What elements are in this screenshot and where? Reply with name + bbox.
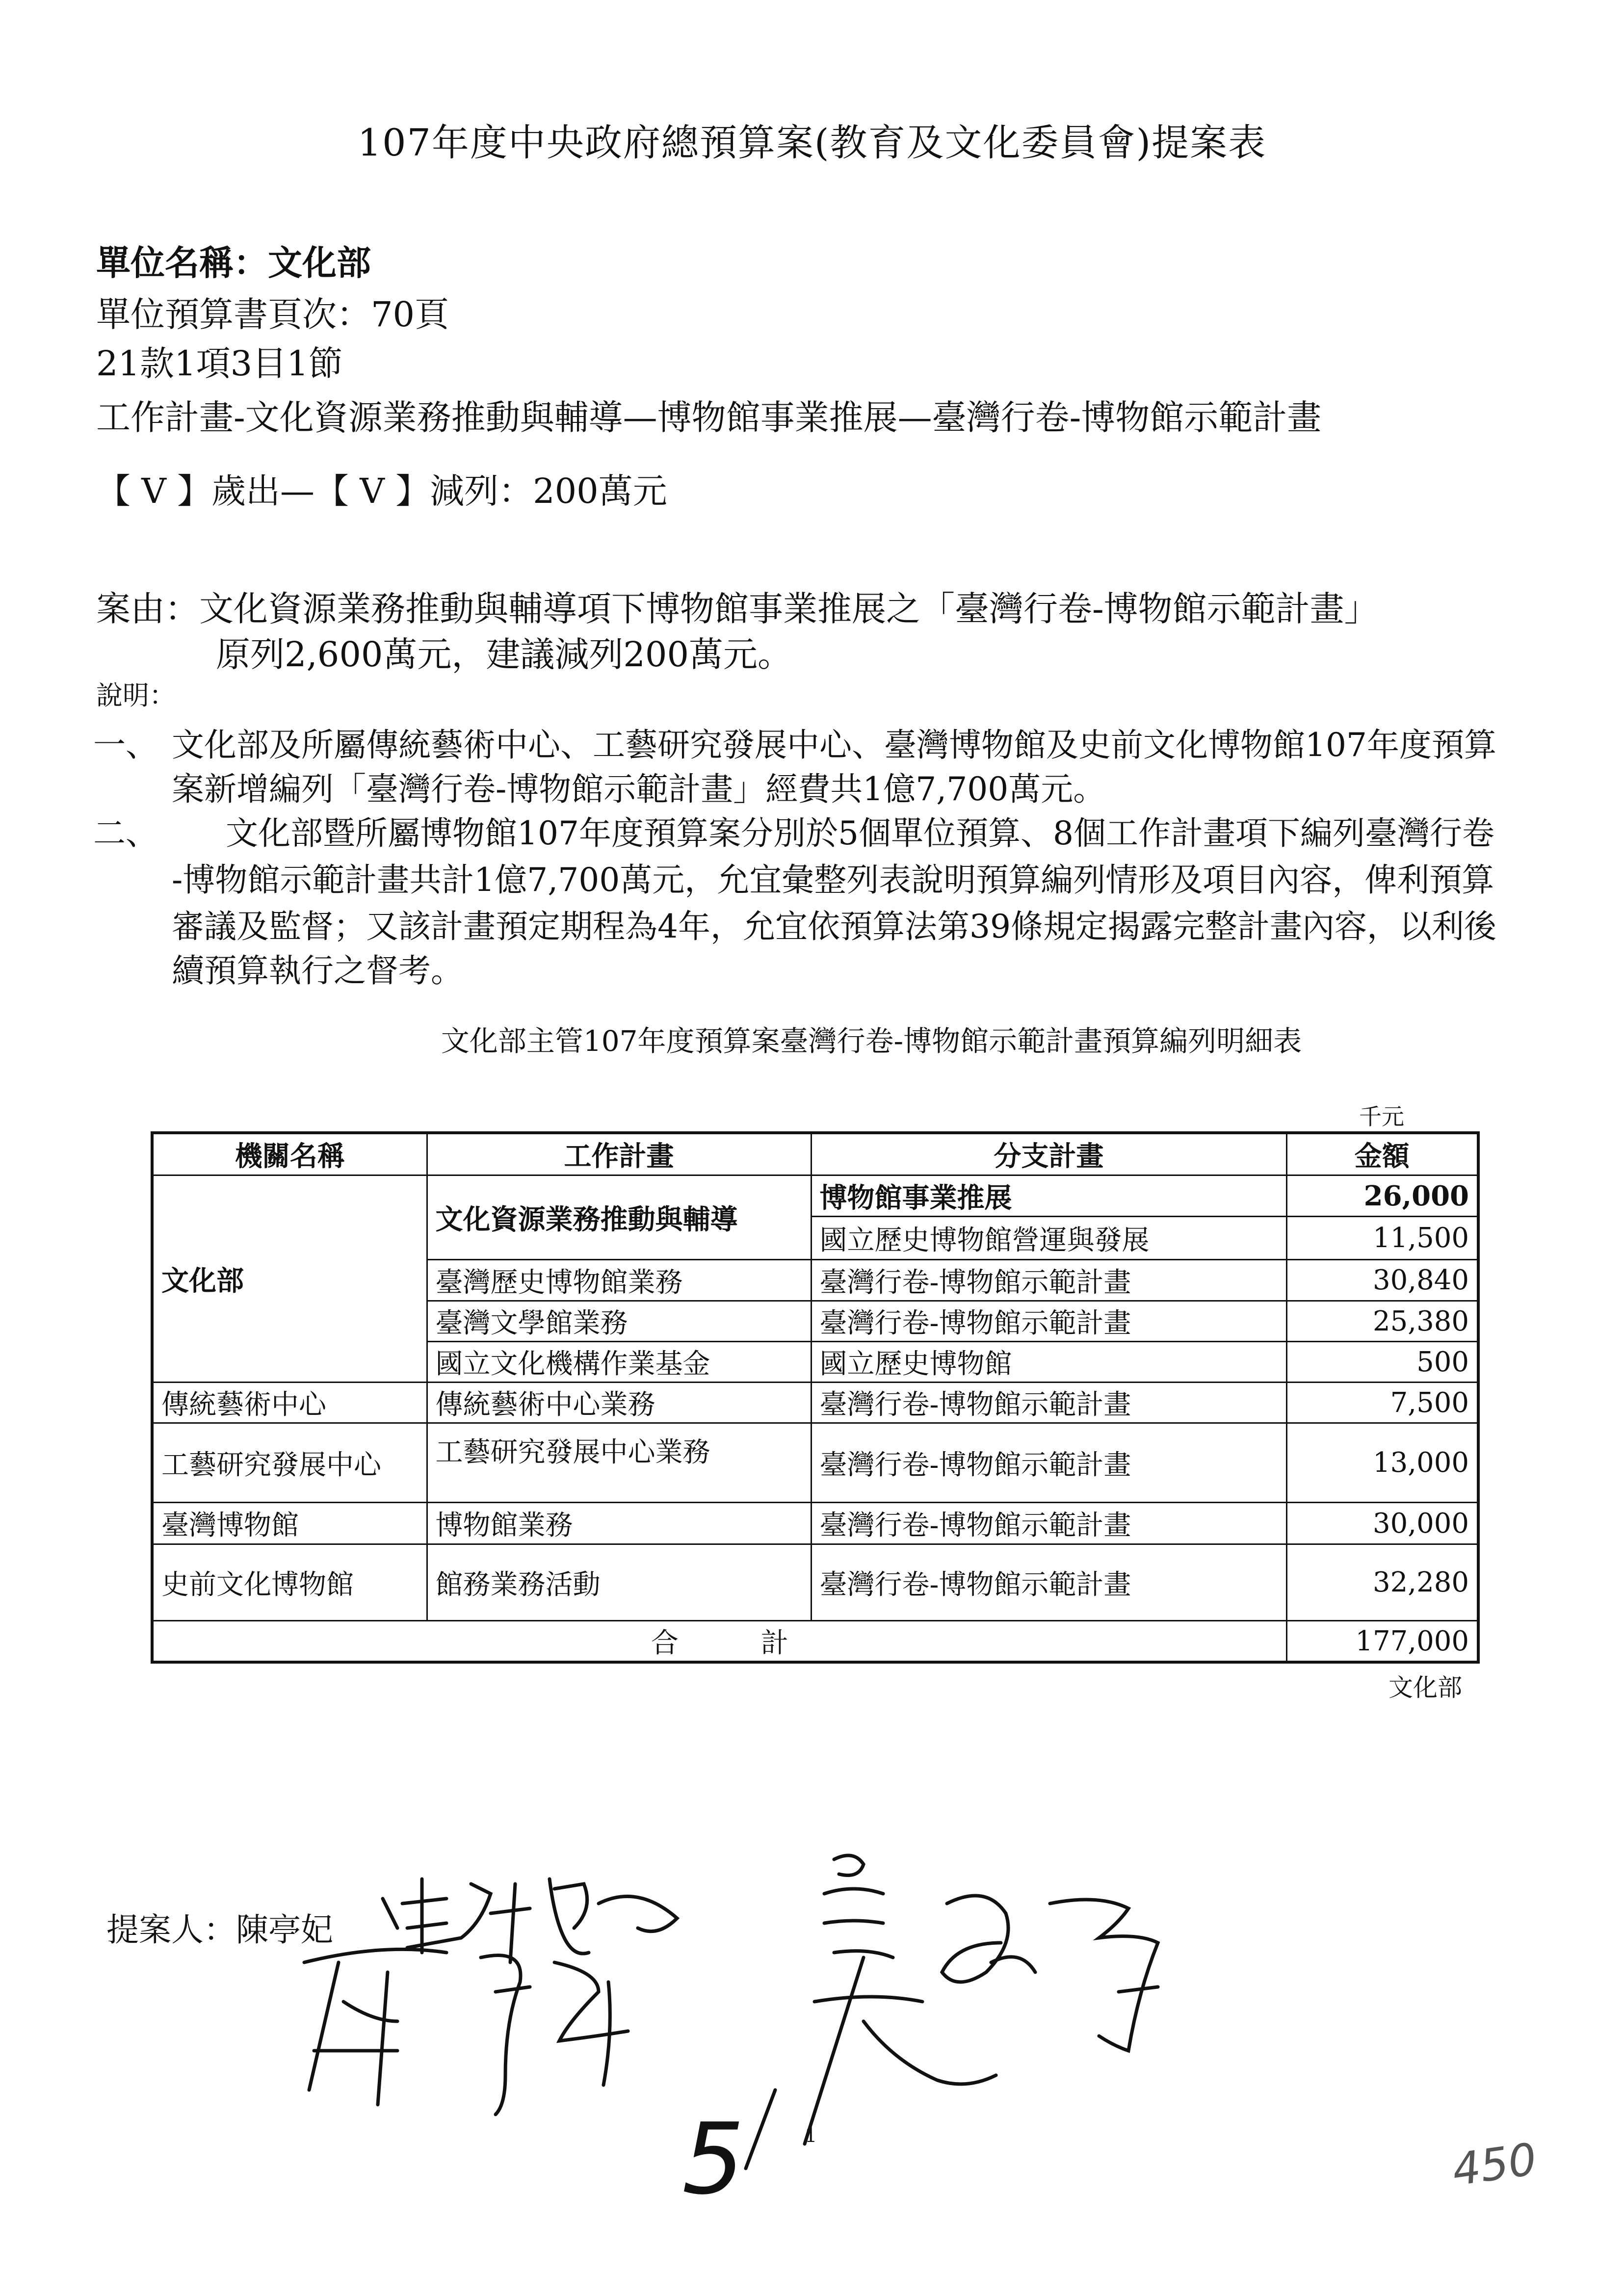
table-unit: 千元 — [1359, 1103, 1404, 1130]
work-plan-cell: 館務業務活動 — [427, 1544, 811, 1621]
agency-cell: 史前文化博物館 — [152, 1544, 427, 1621]
header-branch-plan: 分支計畫 — [811, 1133, 1286, 1175]
header-amount: 金額 — [1286, 1133, 1478, 1175]
agency-cell: 傳統藝術中心 — [152, 1383, 427, 1423]
work-plan: 工作計畫-文化資源業務推動與輔導—博物館事業推展—臺灣行卷-博物館示範計畫 — [96, 397, 1322, 438]
proposer: 提案人：陳亭妃 — [106, 1911, 333, 1949]
amount-cell: 30,000 — [1286, 1503, 1478, 1544]
work-plan-cell: 臺灣文學館業務 — [427, 1301, 811, 1342]
branch-cell: 臺灣行卷-博物館示範計畫 — [811, 1423, 1286, 1503]
agency-cell: 工藝研究發展中心 — [152, 1423, 427, 1503]
total-amount: 177,000 — [1286, 1621, 1478, 1663]
agency-cell: 臺灣博物館 — [152, 1503, 427, 1544]
amount-cell: 11,500 — [1286, 1217, 1478, 1260]
amount-cell: 500 — [1286, 1342, 1478, 1383]
explanation-2-line-3: 審議及監督；又該計畫預定期程為4年，允宜依預算法第39條規定揭露完整計畫內容，以利後 — [172, 908, 1496, 945]
page-reference: 單位預算書頁次：70頁 — [96, 294, 449, 335]
agency-cell: 文化部 — [152, 1175, 427, 1383]
amount-cell: 30,840 — [1286, 1260, 1478, 1301]
amount-cell: 7,500 — [1286, 1383, 1478, 1423]
explanation-2-line-2: -博物館示範計畫共計1億7,700萬元，允宜彙整列表說明預算編列情形及項目內容，俾利預算 — [172, 861, 1494, 899]
work-plan-cell: 博物館業務 — [427, 1503, 811, 1544]
handwritten-slash — [746, 2090, 775, 2168]
explanation-1-line-1: 文化部及所屬傳統藝術中心、工藝研究發展中心、臺灣博物館及史前文化博物館107年度預算 — [172, 726, 1496, 764]
explanation-number-2: 二、 — [93, 814, 158, 852]
signature-3 — [805, 1855, 1158, 2144]
header-agency: 機關名稱 — [152, 1133, 427, 1175]
unit-name: 單位名稱：文化部 — [96, 242, 371, 283]
work-plan-cell: 國立文化機構作業基金 — [427, 1342, 811, 1383]
item-reference: 21款1項3目1節 — [96, 343, 343, 384]
table-source: 文化部 — [1388, 1673, 1462, 1702]
total-label: 合 計 — [152, 1621, 1286, 1663]
explanation-2-line-1: 文化部暨所屬博物館107年度預算案分別於5個單位預算、8個工作計畫項下編列臺灣行卷 — [226, 814, 1494, 852]
explanation-1-line-2: 案新增編列「臺灣行卷-博物館示範計畫」經費共1億7,700萬元。 — [172, 770, 1106, 808]
branch-cell: 臺灣行卷-博物館示範計畫 — [811, 1544, 1286, 1621]
handwritten-count: 5 — [682, 2102, 745, 2217]
handwritten-page-note: 450 — [1449, 2133, 1540, 2196]
table-caption: 文化部主管107年度預算案臺灣行卷-博物館示範計畫預算編列明細表 — [441, 1024, 1302, 1058]
branch-cell: 臺灣行卷-博物館示範計畫 — [811, 1503, 1286, 1544]
branch-cell: 國立歷史博物館營運與發展 — [811, 1217, 1286, 1260]
branch-cell: 臺灣行卷-博物館示範計畫 — [811, 1260, 1286, 1301]
branch-cell: 國立歷史博物館 — [811, 1342, 1286, 1383]
work-plan-cell: 臺灣歷史博物館業務 — [427, 1260, 811, 1301]
branch-cell: 臺灣行卷-博物館示範計畫 — [811, 1301, 1286, 1342]
budget-action: 【 V 】歲出—【 V 】減列：200萬元 — [96, 471, 667, 511]
document-title: 107年度中央政府總預算案(教育及文化委員會)提案表 — [357, 121, 1267, 164]
explanation-label: 說明： — [96, 680, 176, 711]
amount-cell: 25,380 — [1286, 1301, 1478, 1342]
reason-line-1: 案由：文化資源業務推動與輔導項下博物館事業推展之「臺灣行卷-博物館示範計畫」 — [96, 589, 1379, 629]
work-plan-cell: 工藝研究發展中心業務 — [427, 1423, 811, 1503]
reason-line-2: 原列2,600萬元，建議減列200萬元。 — [216, 634, 792, 675]
explanation-number-1: 一、 — [93, 726, 158, 764]
branch-cell: 臺灣行卷-博物館示範計畫 — [811, 1383, 1286, 1423]
amount-cell: 13,000 — [1286, 1423, 1478, 1503]
header-work-plan: 工作計畫 — [427, 1133, 811, 1175]
amount-cell: 32,280 — [1286, 1544, 1478, 1621]
branch-cell: 博物館事業推展 — [811, 1175, 1286, 1217]
work-plan-cell: 傳統藝術中心業務 — [427, 1383, 811, 1423]
page-number: 1 — [805, 2124, 817, 2147]
signature-2 — [304, 1949, 628, 2114]
amount-cell: 26,000 — [1286, 1175, 1478, 1217]
explanation-2-line-4: 續預算執行之督考。 — [172, 952, 463, 990]
work-plan-cell: 文化資源業務推動與輔導 — [427, 1175, 811, 1260]
